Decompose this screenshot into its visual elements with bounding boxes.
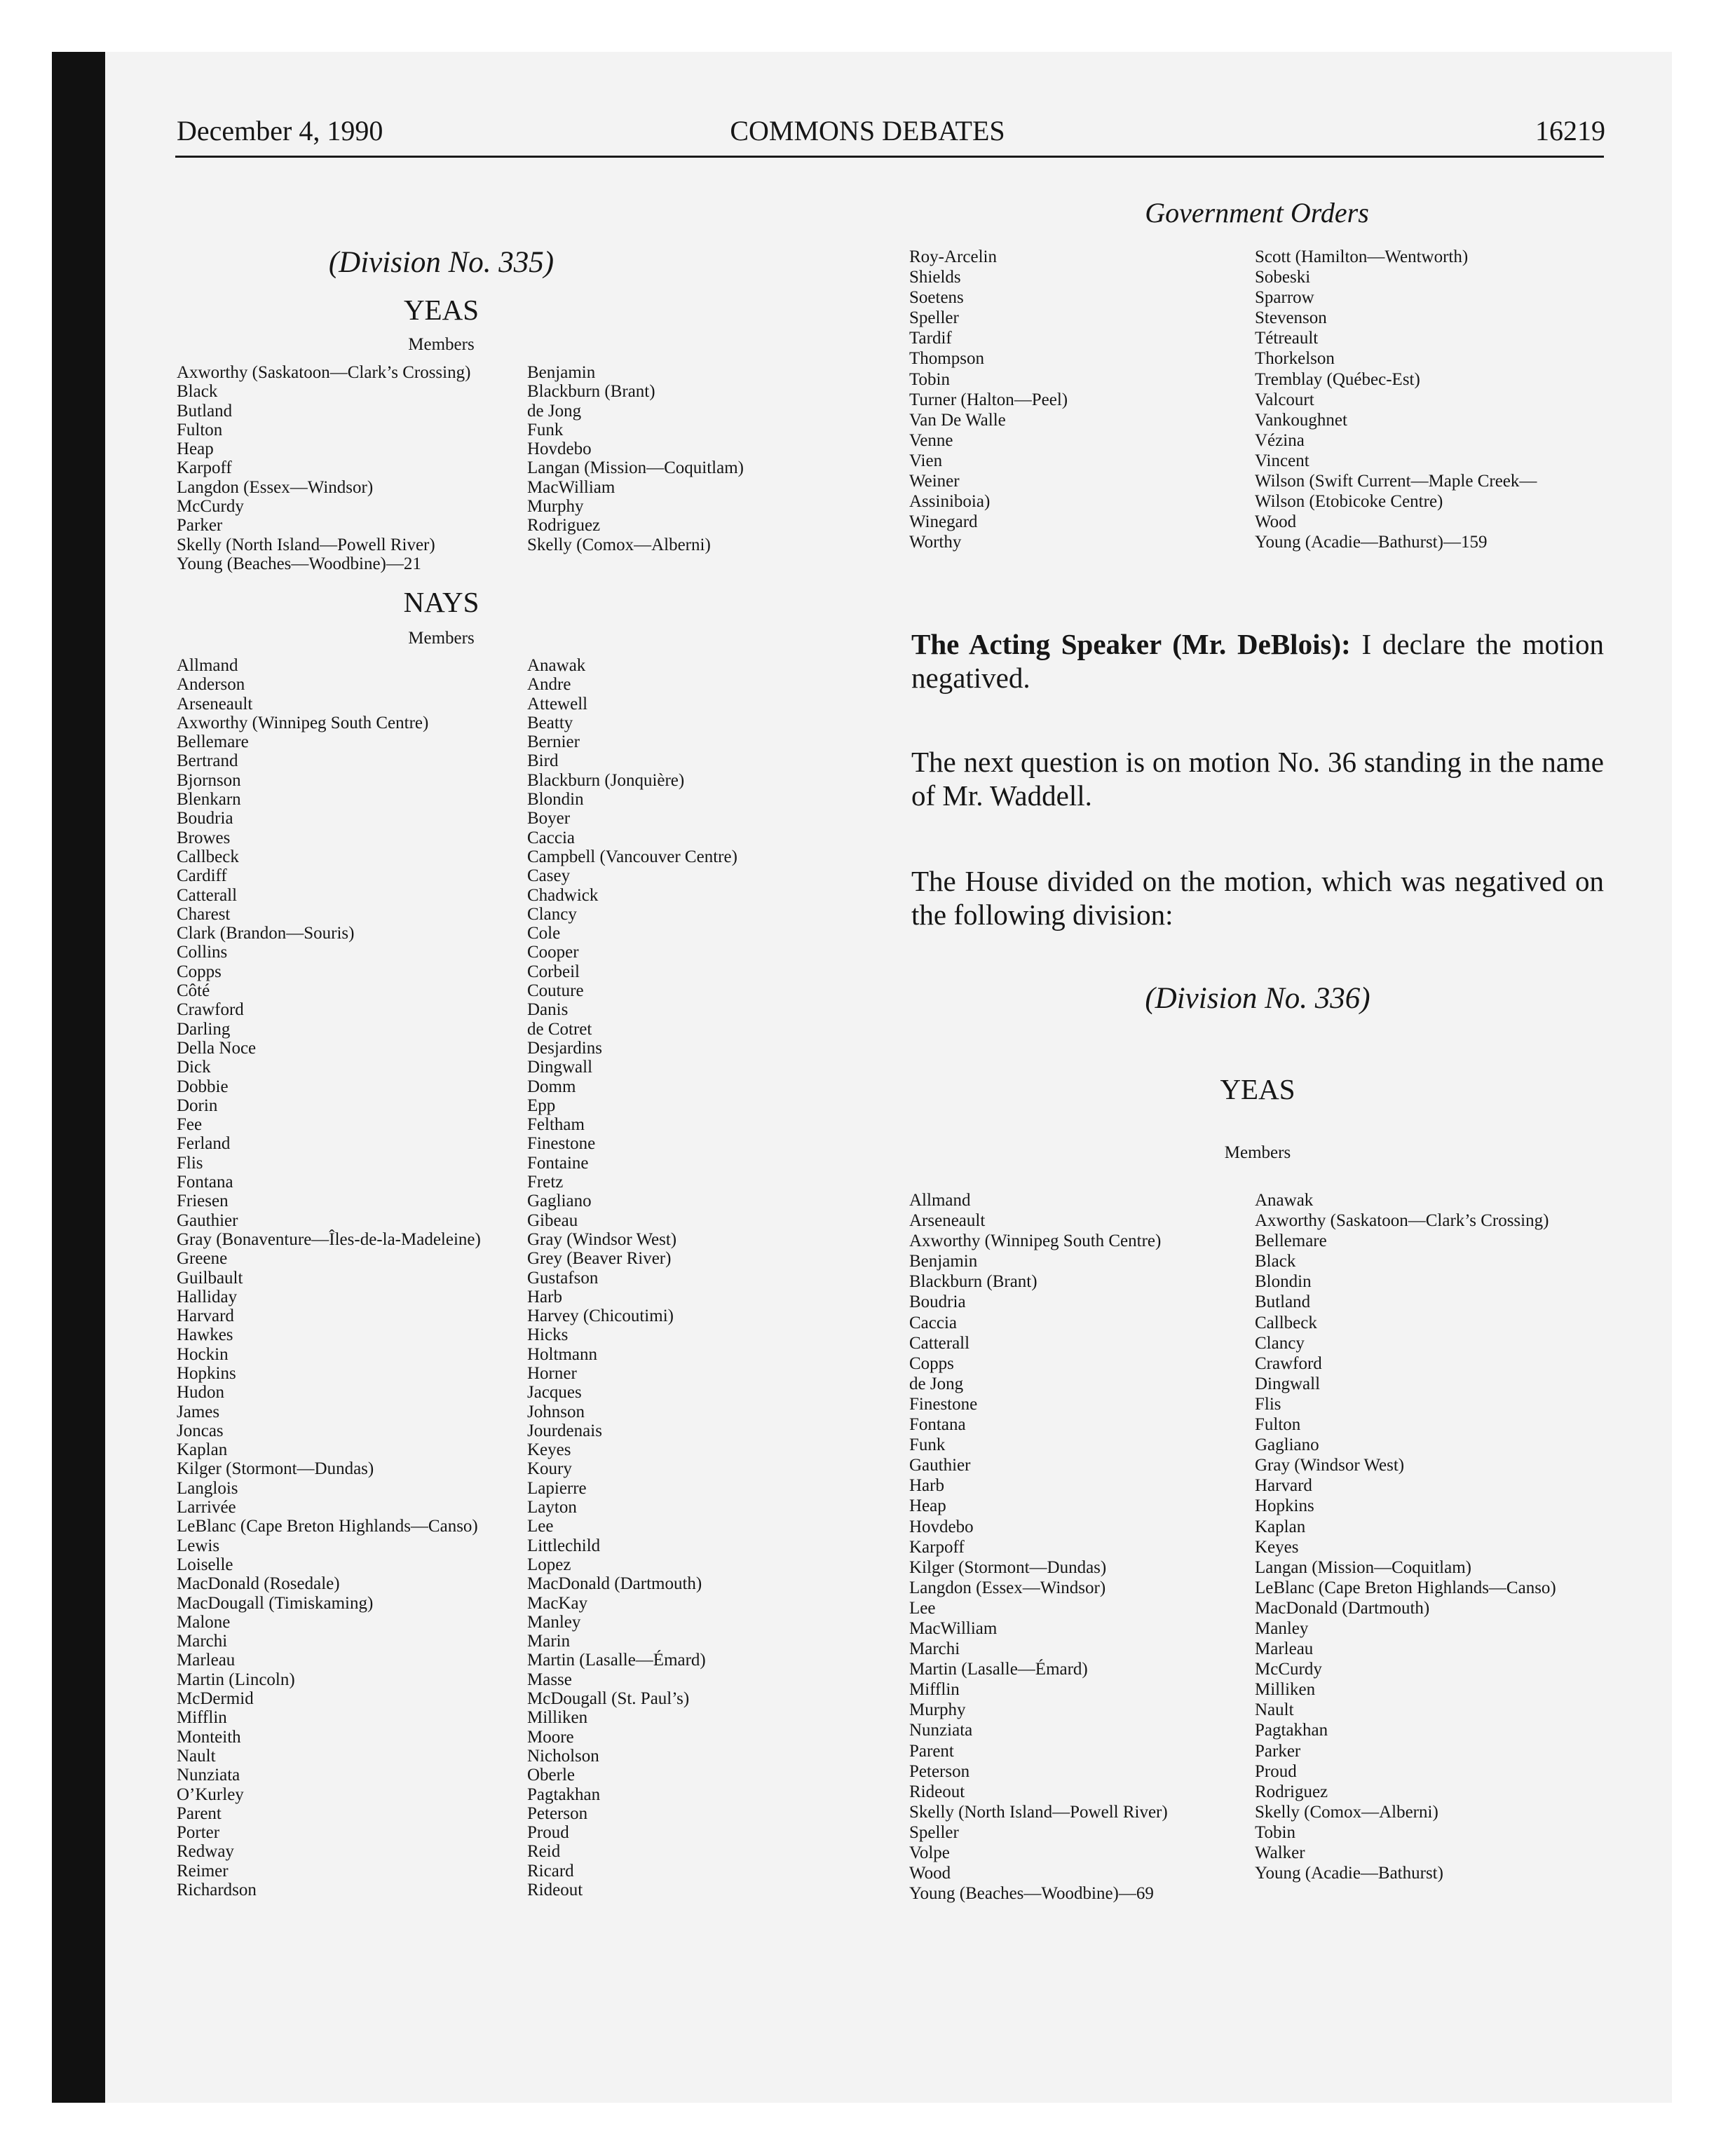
division-335-nays-continued-left-list	[909, 247, 1068, 552]
member-name: Shields	[909, 268, 961, 287]
member-name: Bellemare	[1255, 1231, 1327, 1251]
member-name: Chadwick	[527, 885, 599, 905]
member-name: MacWilliam	[909, 1618, 998, 1638]
member-name: Caccia	[909, 1313, 958, 1332]
member-name: Oberle	[527, 1766, 576, 1785]
member-name: Reimer	[177, 1861, 229, 1881]
member-name: Lee	[909, 1598, 936, 1618]
member-name: Benjamin	[527, 363, 596, 382]
member-name: Bellemare	[177, 732, 249, 752]
member-name: Axworthy (Winnipeg South Centre)	[177, 713, 429, 732]
member-name: Cooper	[527, 943, 579, 962]
member-name: Fontana	[909, 1415, 966, 1435]
member-name: Scott (Hamilton—Wentworth)	[1255, 247, 1469, 266]
member-name: Allmand	[177, 656, 238, 675]
member-name: Kaplan	[177, 1440, 228, 1460]
member-name: Assiniboia)	[909, 492, 991, 512]
member-name: Blackburn (Brant)	[527, 382, 655, 402]
member-name: Hudon	[177, 1383, 225, 1403]
member-name: Butland	[177, 401, 233, 421]
member-name: Lopez	[527, 1555, 571, 1574]
member-name: Nicholson	[527, 1746, 599, 1766]
member-name: Van De Walle	[909, 410, 1006, 430]
member-name: Wilson (Swift Current—Maple Creek—	[1255, 472, 1537, 491]
member-name: Harvey (Chicoutimi)	[527, 1306, 674, 1326]
member-name: Proud	[527, 1823, 569, 1843]
member-name: Langdon (Essex—Windsor)	[177, 477, 374, 497]
member-name: Copps	[909, 1353, 954, 1373]
member-name: Speller	[909, 1822, 959, 1842]
member-name: Finestone	[909, 1394, 978, 1414]
member-name: Hopkins	[1255, 1496, 1314, 1516]
member-name: Anderson	[177, 675, 245, 695]
member-name: Funk	[527, 420, 564, 439]
member-name: Thompson	[909, 349, 984, 369]
member-name: Harvard	[177, 1306, 234, 1326]
member-name: Arseneault	[909, 1211, 986, 1231]
member-name: Copps	[177, 962, 222, 981]
member-name: Halliday	[177, 1287, 238, 1306]
member-name: Lewis	[177, 1536, 220, 1555]
member-name: Richardson	[177, 1881, 257, 1899]
member-name: Greene	[177, 1249, 228, 1269]
member-name: Axworthy (Winnipeg South Centre)	[909, 1231, 1162, 1251]
member-name: Mifflin	[177, 1708, 227, 1728]
member-name: Browes	[177, 828, 231, 847]
member-name: Tremblay (Québec-Est)	[1255, 369, 1420, 389]
member-name: Darling	[177, 1019, 231, 1039]
division-336-yeas-right-list	[1255, 1190, 1556, 1883]
member-name: de Jong	[909, 1374, 964, 1393]
member-name: Gray (Windsor West)	[527, 1229, 677, 1249]
member-name: Gagliano	[1255, 1435, 1319, 1455]
member-name: Desjardins	[527, 1038, 602, 1058]
member-name: Boudria	[177, 809, 233, 828]
member-name: Catterall	[909, 1333, 970, 1353]
member-name: Callbeck	[1255, 1313, 1317, 1332]
member-name: Keyes	[527, 1440, 571, 1460]
member-name: Fontana	[177, 1173, 233, 1192]
member-name: Langlois	[177, 1478, 238, 1498]
member-name: Volpe	[909, 1843, 950, 1862]
division-335-yeas-members-label: Members	[408, 335, 475, 354]
member-name: Skelly (North Island—Powell River)	[177, 535, 435, 554]
member-name: McDougall (St. Paul’s)	[527, 1689, 690, 1709]
member-name: Clancy	[527, 904, 577, 924]
member-name: Fulton	[177, 420, 223, 439]
member-name: Martin (Lasalle—Émard)	[909, 1660, 1088, 1679]
member-name: Marleau	[1255, 1639, 1314, 1659]
member-name: Lee	[527, 1517, 554, 1536]
member-name: Horner	[527, 1363, 577, 1383]
division-335-nays-members-label: Members	[408, 629, 475, 648]
member-name: LeBlanc (Cape Breton Highlands—Canso)	[1255, 1578, 1556, 1597]
member-name: Harb	[909, 1476, 944, 1496]
member-name: Kilger (Stormont—Dundas)	[177, 1459, 374, 1479]
member-name: Axworthy (Saskatoon—Clark’s Crossing)	[177, 363, 471, 382]
member-name: Porter	[177, 1823, 220, 1843]
member-name: Parker	[177, 516, 223, 535]
member-name: Larrivée	[177, 1498, 236, 1517]
member-name: Marchi	[177, 1632, 228, 1651]
member-name: O’Kurley	[177, 1785, 244, 1804]
member-name: Peterson	[527, 1803, 588, 1823]
member-name: Johnson	[527, 1402, 585, 1421]
member-name: Beatty	[527, 713, 573, 732]
member-name: Caccia	[527, 828, 576, 847]
speaker-name: The Acting Speaker (Mr. DeBlois):	[911, 628, 1351, 660]
member-name: Hockin	[177, 1344, 229, 1364]
member-name: Masse	[527, 1670, 572, 1689]
member-name: Crawford	[177, 1000, 244, 1020]
member-name: Wilson (Etobicoke Centre)	[1255, 492, 1443, 512]
member-name: Fee	[177, 1115, 203, 1135]
member-name: Anawak	[527, 656, 586, 675]
member-name: MacWilliam	[527, 477, 615, 497]
member-name: Heap	[909, 1496, 946, 1516]
member-name: Jacques	[527, 1383, 582, 1403]
member-name: Cole	[527, 924, 561, 943]
member-name: Milliken	[527, 1708, 588, 1728]
member-name: Koury	[527, 1459, 572, 1479]
member-name: Pagtakhan	[1255, 1721, 1328, 1740]
member-name: Bjornson	[177, 770, 241, 790]
member-name: Stevenson	[1255, 308, 1327, 328]
member-name: Gibeau	[527, 1210, 578, 1230]
member-name: MacDougall (Timiskaming)	[177, 1593, 374, 1613]
member-name: Parker	[1255, 1741, 1301, 1761]
member-name: Couture	[527, 981, 584, 1001]
division-335-yeas-left-list	[177, 363, 470, 573]
member-name: Marchi	[909, 1639, 960, 1659]
member-name: Benjamin	[909, 1252, 978, 1271]
member-name: Young (Beaches—Woodbine)—69	[909, 1884, 1154, 1904]
member-name: Danis	[527, 1000, 569, 1020]
member-name: Jourdenais	[527, 1421, 602, 1440]
member-name: Black	[177, 382, 218, 402]
member-name: Ricard	[527, 1861, 574, 1881]
member-name: Campbell (Vancouver Centre)	[527, 847, 737, 866]
member-name: Skelly (Comox—Alberni)	[1255, 1802, 1438, 1822]
member-name: Hovdebo	[527, 439, 592, 459]
member-name: Martin (Lasalle—Émard)	[527, 1651, 706, 1670]
member-name: Langan (Mission—Coquitlam)	[527, 458, 744, 478]
member-name: Harvard	[1255, 1476, 1312, 1496]
member-name: Finestone	[527, 1134, 596, 1154]
member-name: Allmand	[909, 1191, 971, 1210]
member-name: Littlechild	[527, 1536, 601, 1555]
member-name: Hopkins	[177, 1363, 236, 1383]
division-335-nays-right-list	[527, 656, 737, 1899]
member-name: Rideout	[909, 1782, 965, 1801]
member-name: Sobeski	[1255, 268, 1311, 287]
member-name: McCurdy	[177, 497, 244, 517]
header-date: December 4, 1990	[177, 115, 383, 146]
member-name: Butland	[1255, 1292, 1311, 1312]
member-name: Blackburn (Brant)	[909, 1272, 1037, 1292]
member-name: Gustafson	[527, 1268, 599, 1288]
member-name: Joncas	[177, 1421, 224, 1440]
member-name: Weiner	[909, 472, 960, 491]
member-name: Wood	[1255, 512, 1297, 532]
member-name: Moore	[527, 1727, 574, 1747]
house-divided-paragraph: The House divided on the motion, which was negatived on the following division:	[911, 865, 1604, 931]
member-name: Fontaine	[527, 1153, 589, 1173]
member-name: Blackburn (Jonquière)	[527, 770, 685, 790]
division-336-heading: (Division No. 336)	[1145, 982, 1370, 1015]
member-name: Skelly (North Island—Powell River)	[909, 1802, 1168, 1822]
member-name: Winegard	[909, 512, 978, 532]
member-name: Valcourt	[1255, 390, 1314, 409]
member-name: Milliken	[1255, 1680, 1316, 1700]
member-name: Loiselle	[177, 1555, 233, 1574]
member-name: MacDonald (Rosedale)	[177, 1574, 340, 1594]
member-name: Catterall	[177, 885, 238, 905]
member-name: Domm	[527, 1077, 576, 1096]
member-name: Karpoff	[177, 458, 232, 478]
member-name: Pagtakhan	[527, 1785, 601, 1804]
member-name: Côté	[177, 981, 210, 1001]
member-name: Vankoughnet	[1255, 410, 1347, 430]
speaker-text: I declare the motion negatived.	[911, 628, 1604, 694]
member-name: Dick	[177, 1058, 211, 1077]
member-name: Gagliano	[527, 1192, 592, 1211]
division-335-nays-label: NAYS	[403, 586, 479, 618]
member-name: Bernier	[527, 732, 580, 752]
next-question-paragraph: The next question is on motion No. 36 standing in the name of Mr. Waddell.	[911, 746, 1604, 812]
member-name: Mifflin	[909, 1680, 960, 1700]
member-name: Kaplan	[1255, 1517, 1306, 1536]
member-name: Feltham	[527, 1115, 585, 1135]
member-name: Fretz	[527, 1173, 564, 1192]
member-name: Lapierre	[527, 1478, 587, 1498]
member-name: Walker	[1255, 1843, 1305, 1862]
member-name: Venne	[909, 430, 953, 450]
member-name: Marleau	[177, 1651, 236, 1670]
member-name: Martin (Lincoln)	[177, 1670, 295, 1689]
member-name: Vézina	[1255, 430, 1305, 450]
member-name: Hicks	[527, 1325, 569, 1345]
member-name: Blondin	[527, 790, 584, 810]
member-name: McDermid	[177, 1689, 254, 1709]
member-name: Guilbault	[177, 1268, 243, 1288]
member-name: Kilger (Stormont—Dundas)	[909, 1557, 1107, 1577]
member-name: Tardif	[909, 329, 952, 348]
member-name: Parent	[909, 1741, 954, 1761]
member-name: Epp	[527, 1096, 556, 1115]
member-name: Monteith	[177, 1727, 241, 1747]
member-name: Heap	[177, 439, 214, 459]
member-name: Keyes	[1255, 1537, 1299, 1557]
member-name: Tobin	[1255, 1822, 1295, 1842]
member-name: Casey	[527, 866, 571, 886]
member-name: Manley	[1255, 1618, 1309, 1638]
header-rule	[175, 156, 1604, 158]
member-name: Boyer	[527, 809, 571, 828]
member-name: Arseneault	[177, 694, 253, 714]
speaker-statement	[911, 627, 1604, 695]
member-name: Roy-Arcelin	[909, 247, 997, 266]
member-name: Gray (Windsor West)	[1255, 1456, 1405, 1475]
member-name: Nunziata	[909, 1721, 973, 1740]
member-name: LeBlanc (Cape Breton Highlands—Canso)	[177, 1517, 478, 1536]
member-name: MacDonald (Dartmouth)	[527, 1574, 702, 1594]
member-name: Hawkes	[177, 1325, 233, 1345]
division-335-nays-continued-right-list	[1255, 247, 1537, 552]
division-336-yeas-label: YEAS	[1220, 1073, 1295, 1105]
member-name: de Jong	[527, 401, 582, 421]
member-name: Soetens	[909, 288, 964, 308]
division-336-yeas-left-list	[909, 1190, 1168, 1904]
member-name: Friesen	[177, 1192, 229, 1211]
member-name: Sparrow	[1255, 288, 1314, 308]
member-name: Nault	[1255, 1700, 1294, 1720]
division-335-nays-left-list	[177, 656, 481, 1899]
member-name: Young (Acadie—Bathurst)	[1255, 1864, 1443, 1883]
member-name: Fulton	[1255, 1415, 1301, 1435]
member-name: Vincent	[1255, 451, 1309, 470]
member-name: Blenkarn	[177, 790, 241, 810]
member-name: James	[177, 1402, 220, 1421]
member-name: Clancy	[1255, 1333, 1305, 1353]
member-name: Layton	[527, 1498, 577, 1517]
member-name: Manley	[527, 1612, 581, 1632]
member-name: Attewell	[527, 694, 588, 714]
member-name: Bertrand	[177, 751, 238, 771]
member-name: Speller	[909, 308, 959, 328]
member-name: Black	[1255, 1252, 1296, 1271]
member-name: Proud	[1255, 1761, 1297, 1781]
member-name: McCurdy	[1255, 1660, 1322, 1679]
member-name: Gauthier	[909, 1456, 971, 1475]
member-name: MacKay	[527, 1593, 588, 1613]
member-name: Vien	[909, 451, 943, 470]
division-335-heading: (Division No. 335)	[328, 246, 554, 279]
member-name: Langan (Mission—Coquitlam)	[1255, 1557, 1471, 1577]
member-name: Thorkelson	[1255, 349, 1335, 369]
member-name: Grey (Beaver River)	[527, 1249, 672, 1269]
member-name: Ferland	[177, 1134, 231, 1154]
member-name: Marin	[527, 1632, 571, 1651]
member-name: Murphy	[909, 1700, 966, 1720]
member-name: Gray (Bonaventure—Îles-de-la-Madeleine)	[177, 1229, 481, 1249]
member-name: de Cotret	[527, 1019, 592, 1039]
member-name: Murphy	[527, 497, 584, 517]
member-name: Cardiff	[177, 866, 227, 886]
member-name: Dingwall	[1255, 1374, 1321, 1393]
member-name: Andre	[527, 675, 571, 695]
member-name: Turner (Halton—Peel)	[909, 390, 1068, 409]
member-name: Nault	[177, 1746, 216, 1766]
member-name: Karpoff	[909, 1537, 965, 1557]
member-name: Corbeil	[527, 962, 580, 981]
header-title: COMMONS DEBATES	[730, 115, 1005, 146]
member-name: Harb	[527, 1287, 562, 1306]
member-name: Young (Beaches—Woodbine)—21	[177, 554, 421, 573]
member-name: Tétreault	[1255, 329, 1319, 348]
member-name: Gauthier	[177, 1210, 238, 1230]
member-name: Worthy	[909, 533, 962, 552]
section-title: Government Orders	[1145, 197, 1369, 228]
member-name: Redway	[177, 1842, 234, 1862]
member-name: Rodriguez	[527, 516, 601, 535]
member-name: Rideout	[527, 1881, 583, 1899]
member-name: Holtmann	[527, 1344, 597, 1364]
member-name: Blondin	[1255, 1272, 1312, 1292]
member-name: Collins	[177, 943, 228, 962]
header-page-number: 16219	[1535, 115, 1605, 146]
member-name: Dingwall	[527, 1058, 593, 1077]
member-name: Hovdebo	[909, 1517, 974, 1536]
member-name: Nunziata	[177, 1766, 240, 1785]
member-name: Reid	[527, 1842, 561, 1862]
member-name: Parent	[177, 1803, 222, 1823]
division-335-yeas-right-list	[527, 363, 744, 554]
member-name: Peterson	[909, 1761, 970, 1781]
member-name: Skelly (Comox—Alberni)	[527, 535, 711, 554]
member-name: Funk	[909, 1435, 946, 1455]
member-name: Malone	[177, 1612, 231, 1632]
member-name: Dorin	[177, 1096, 218, 1115]
division-335-yeas-label: YEAS	[403, 294, 479, 326]
member-name: Anawak	[1255, 1191, 1314, 1210]
member-name: Clark (Brandon—Souris)	[177, 924, 355, 943]
member-name: Della Noce	[177, 1038, 257, 1058]
member-name: Dobbie	[177, 1077, 229, 1096]
member-name: Flis	[1255, 1394, 1281, 1414]
member-name: Wood	[909, 1864, 951, 1883]
member-name: Bird	[527, 751, 559, 771]
member-name: Crawford	[1255, 1353, 1322, 1373]
member-name: Rodriguez	[1255, 1782, 1328, 1801]
member-name: Young (Acadie—Bathurst)—159	[1255, 533, 1488, 552]
division-336-yeas-members-label: Members	[1224, 1143, 1291, 1162]
member-name: Langdon (Essex—Windsor)	[909, 1578, 1106, 1597]
member-name: Callbeck	[177, 847, 239, 866]
member-name: Axworthy (Saskatoon—Clark’s Crossing)	[1255, 1211, 1549, 1231]
member-name: Charest	[177, 904, 231, 924]
scan-edge	[52, 52, 105, 2103]
member-name: Flis	[177, 1153, 203, 1173]
member-name: MacDonald (Dartmouth)	[1255, 1598, 1430, 1618]
member-name: Boudria	[909, 1292, 966, 1312]
member-name: Tobin	[909, 369, 950, 389]
